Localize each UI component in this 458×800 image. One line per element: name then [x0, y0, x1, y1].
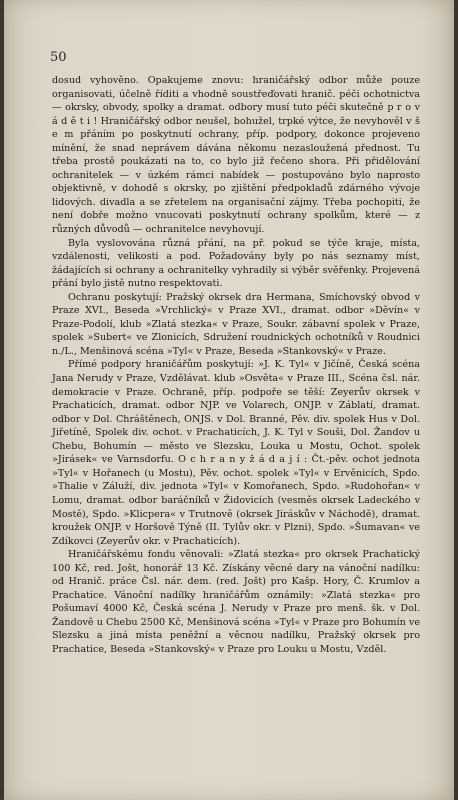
paragraph: Byla vyslovována různá přání, na př. pokud se týče kraje, místa, vzdálenosti, velikosti a pod. Požadovány byly po nás seznamy míst, žádajících si ochrany a ochranitelky vyhradily si výběr svěřenky. Projevená přání bylo jistě nutno respektovati. — [52, 237, 420, 290]
paragraph: Ochranu poskytují: Pražský okrsek dra Hermana, Smíchovský obvod v Praze XVI., Beseda »Vrchlický« v Praze XVI., dramat. odbor »Děvín« v Praze-Podolí, klub »Zlatá stezka« v Praze, Soukr. zábavní spolek v Praze, spolek »Subert« ve Zlonicích, Sdružení roudnických ochotníků v Roudnici n./L., Menšinová scéna »Tyl« v Praze, Beseda »Stankovský« v Praze. — [52, 291, 420, 357]
book-page — [4, 0, 454, 800]
paragraph: Hraničářskému fondu věnovali: »Zlatá stezka« pro okrsek Prachatický 100 Kč, red. Jošt, honorář 13 Kč. Získány věcné dary na vánoční nadílku: od Hranič. práce Čsl. nár. dem. (red. Jošt) pro Kašp. Hory, Č. Krumlov a Prachatice. Vánoční nadílky hraničářům oznámily: »Zlatá stezka« pro Pošumaví 4000 Kč, Česká scéna J. Nerudy v Praze pro menš. šk. v Dol. Žandově u Chebu 2500 Kč, Menšinová scéna »Tyl« v Praze pro Bohumín ve Slezsku a jiná místa peněžní a věcnou nadílku, Pražský okrsek pro Prachatice, Beseda »Stankovský« v Praze pro Louku u Mostu, Vzděl. — [52, 549, 420, 655]
paragraph: dosud vyhověno. Opakujeme znovu: hraničářský odbor může pouze organisovati, účelně říditi a vhodně soustřeďovati hranič. péči ochotnictva — okrsky, obvody, spolky a dramat. odbory musí tuto péči skutečně p r o v á d ě t i ! Hraničářský odbor neušel, bohužel, trpké výtce, že nevyhověl v š e m přáním po poskytnutí ochrany, příp. podpory, dokonce projeveno mínění, že snad neprávem dávána někomu nezasloužená přednost. Tu třeba prostě poukázati na to, co bylo již řečeno shora. Při přidělování ochranitelek — v úzkém rámci nabídek — postupováno bylo naprosto objektivně, v dohodě s okrsky, po zjištění předpokladů zdárného vývoje lidových. divadla a se zřetelem na organisační zájmy. Třeba pochopiti, že není dobře možno vnucovati poskytnutí ochrany spolkům, které — z různých důvodů — ochranitelce nevyhovují. — [52, 75, 420, 236]
page-number: 50 — [50, 50, 67, 65]
body-text — [52, 74, 420, 657]
paragraph: Přímé podpory hraničářům poskytují: »J. K. Tyl« v Jičíně, Česká scéna Jana Nerudy v Praze, Vzdělávat. klub »Osvěta« v Praze III., Scéna čsl. nár. demokracie v Praze. Ochraně, příp. podpoře se těší: Zeyerův okrsek v Prachaticích, dramat. odbor NJP. ve Volarech, ONJP. v Záblatí, dramat. odbor v Dol. Chráštěnech, ONJS. v Dol. Branné, Pěv. div. spolek Hus v Dol. Jiřetíně, Spolek div. ochot. v Prachaticích, J. K. Tyl v Souši, Dol. Žandov u Chebu, Bohumín — město ve Slezsku, Louka u Mostu, Ochot. spolek »Jirásek« ve Varnsdorfu. O c h r a n y ž á d a j í : Čt.-pěv. ochot jednota »Tyl« v Hořanech (u Mostu), Pěv. ochot. spolek »Tyl« v Ervěnicích, Spdo. »Thalie v Záluží, div. jednota »Tyl« v Komořanech, Spdo. »Rudohořan« v Lomu, dramat. odbor baráčníků v Židovicích (vesměs okrsek Ladeckého v Mostě), Spdo. »Klicpera« v Trutnově (okrsek Jiráskův v Náchodě), dramat. kroužek ONJP. v Horšově Týně (II. Tylův okr. v Plzni), Spdo. »Šumavan« ve Zdíkovci (Zeyerův okr. v Prachaticích). — [52, 359, 420, 547]
